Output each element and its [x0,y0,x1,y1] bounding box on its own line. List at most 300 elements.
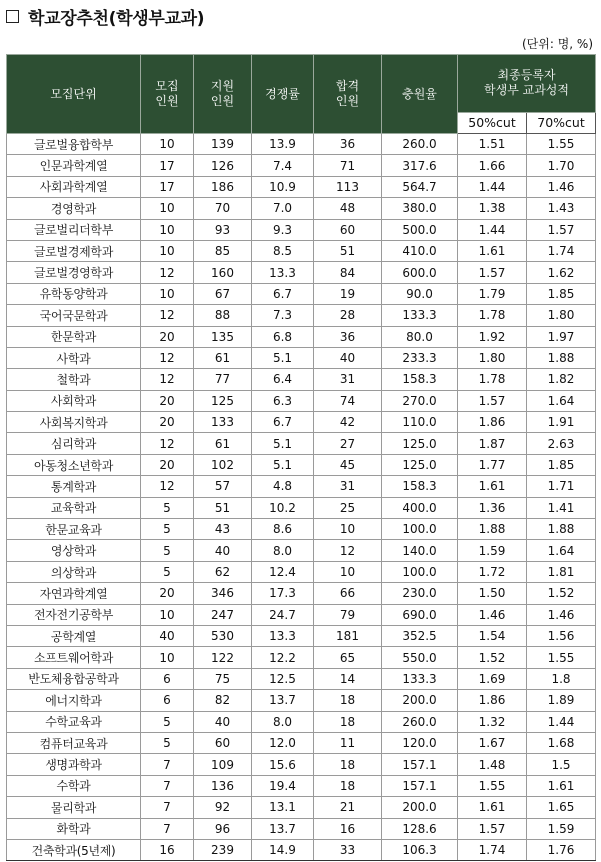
cell-ratio: 13.3 [252,262,314,283]
unit-note: (단위: 명, %) [521,37,593,51]
cell-applicants: 239 [194,839,252,860]
cell-ratio: 10.9 [252,176,314,197]
cell-fill-rate: 125.0 [382,454,458,475]
header-ratio: 경쟁률 [252,55,314,134]
table-row [7,754,596,775]
table-row [7,775,596,796]
cell-quota: 20 [141,412,194,433]
cell-cut50: 1.55 [458,775,527,796]
cell-fill-rate: 157.1 [382,775,458,796]
cell-fill-rate: 158.3 [382,369,458,390]
cell-quota: 16 [141,839,194,860]
cell-ratio: 17.3 [252,583,314,604]
cell-quota: 10 [141,219,194,240]
cell-applicants: 92 [194,797,252,818]
cell-cut50: 1.51 [458,134,527,155]
cell-cut70: 1.68 [527,732,596,753]
cell-quota: 17 [141,155,194,176]
cell-ratio: 24.7 [252,604,314,625]
cell-fill-rate: 125.0 [382,433,458,454]
cell-cut70: 1.76 [527,839,596,860]
cell-dept: 영상학과 [7,540,141,561]
cell-fill-rate: 270.0 [382,390,458,411]
cell-cut50: 1.54 [458,625,527,646]
header-cut70: 70%cut [527,112,596,133]
cell-fill-rate: 260.0 [382,711,458,732]
cell-accepted: 18 [314,711,382,732]
cell-fill-rate: 133.3 [382,305,458,326]
cell-fill-rate: 128.6 [382,818,458,839]
cell-ratio: 6.3 [252,390,314,411]
cell-fill-rate: 600.0 [382,262,458,283]
table-row [7,412,596,433]
cell-cut70: 1.88 [527,347,596,368]
table-row [7,347,596,368]
cell-cut70: 1.56 [527,625,596,646]
cell-quota: 5 [141,519,194,540]
cell-cut50: 1.52 [458,647,527,668]
cell-accepted: 18 [314,775,382,796]
cell-fill-rate: 230.0 [382,583,458,604]
cell-cut70: 1.43 [527,198,596,219]
cell-ratio: 15.6 [252,754,314,775]
cell-applicants: 93 [194,219,252,240]
table-row [7,711,596,732]
cell-dept: 철학과 [7,369,141,390]
cell-cut70: 1.82 [527,369,596,390]
cell-ratio: 13.1 [252,797,314,818]
cell-fill-rate: 317.6 [382,155,458,176]
cell-cut50: 1.66 [458,155,527,176]
cell-cut70: 1.62 [527,262,596,283]
cell-fill-rate: 133.3 [382,668,458,689]
cell-accepted: 31 [314,476,382,497]
cell-fill-rate: 80.0 [382,326,458,347]
cell-accepted: 71 [314,155,382,176]
cell-applicants: 109 [194,754,252,775]
cell-ratio: 5.1 [252,454,314,475]
cell-cut50: 1.67 [458,732,527,753]
cell-cut50: 1.88 [458,519,527,540]
cell-applicants: 530 [194,625,252,646]
cell-fill-rate: 158.3 [382,476,458,497]
cell-fill-rate: 100.0 [382,561,458,582]
cell-applicants: 133 [194,412,252,433]
cell-fill-rate: 550.0 [382,647,458,668]
cell-ratio: 6.7 [252,283,314,304]
cell-accepted: 18 [314,690,382,711]
table-row [7,262,596,283]
cell-cut50: 1.92 [458,326,527,347]
cell-dept: 수학과 [7,775,141,796]
cell-cut70: 1.46 [527,604,596,625]
cell-applicants: 75 [194,668,252,689]
cell-ratio: 13.9 [252,134,314,155]
cell-applicants: 40 [194,540,252,561]
cell-dept: 전자전기공학부 [7,604,141,625]
table-row [7,818,596,839]
cell-cut70: 2.63 [527,433,596,454]
cell-quota: 20 [141,390,194,411]
cell-ratio: 12.0 [252,732,314,753]
cell-quota: 5 [141,732,194,753]
cell-cut70: 1.52 [527,583,596,604]
cell-ratio: 6.8 [252,326,314,347]
cell-dept: 자연과학계열 [7,583,141,604]
cell-ratio: 8.6 [252,519,314,540]
cell-applicants: 85 [194,240,252,261]
cell-dept: 화학과 [7,818,141,839]
cell-quota: 10 [141,198,194,219]
cell-applicants: 61 [194,347,252,368]
cell-dept: 소프트웨어학과 [7,647,141,668]
cell-fill-rate: 157.1 [382,754,458,775]
cell-applicants: 247 [194,604,252,625]
cell-quota: 12 [141,305,194,326]
cell-dept: 통계학과 [7,476,141,497]
cell-ratio: 8.0 [252,711,314,732]
cell-cut50: 1.57 [458,818,527,839]
cell-cut70: 1.59 [527,818,596,839]
cell-quota: 20 [141,326,194,347]
cell-accepted: 113 [314,176,382,197]
cell-cut70: 1.70 [527,155,596,176]
table-row [7,476,596,497]
cell-quota: 7 [141,775,194,796]
cell-dept: 글로벌경영학과 [7,262,141,283]
cell-fill-rate: 690.0 [382,604,458,625]
cell-cut70: 1.97 [527,326,596,347]
cell-applicants: 62 [194,561,252,582]
cell-accepted: 84 [314,262,382,283]
cell-ratio: 5.1 [252,433,314,454]
cell-dept: 유학동양학과 [7,283,141,304]
cell-cut70: 1.41 [527,497,596,518]
cell-ratio: 9.3 [252,219,314,240]
header-accepted: 합격 인원 [314,55,382,134]
cell-fill-rate: 110.0 [382,412,458,433]
cell-fill-rate: 200.0 [382,690,458,711]
cell-cut70: 1.57 [527,219,596,240]
cell-dept: 물리학과 [7,797,141,818]
cell-dept: 글로벌경제학과 [7,240,141,261]
cell-dept: 국어국문학과 [7,305,141,326]
cell-applicants: 67 [194,283,252,304]
cell-quota: 7 [141,818,194,839]
cell-applicants: 186 [194,176,252,197]
cell-quota: 20 [141,454,194,475]
cell-cut70: 1.91 [527,412,596,433]
cell-accepted: 33 [314,839,382,860]
cell-applicants: 57 [194,476,252,497]
cell-quota: 40 [141,625,194,646]
cell-accepted: 65 [314,647,382,668]
cell-quota: 20 [141,583,194,604]
cell-fill-rate: 400.0 [382,497,458,518]
cell-cut50: 1.79 [458,283,527,304]
cell-cut70: 1.80 [527,305,596,326]
cell-cut70: 1.64 [527,390,596,411]
cell-cut70: 1.61 [527,775,596,796]
cell-dept: 사회학과 [7,390,141,411]
cell-quota: 6 [141,668,194,689]
admission-table [6,54,596,861]
cell-accepted: 42 [314,412,382,433]
cell-accepted: 10 [314,519,382,540]
cell-dept: 경영학과 [7,198,141,219]
cell-dept: 심리학과 [7,433,141,454]
cell-ratio: 10.2 [252,497,314,518]
cell-accepted: 11 [314,732,382,753]
cell-ratio: 13.3 [252,625,314,646]
cell-cut50: 1.87 [458,433,527,454]
cell-accepted: 36 [314,134,382,155]
cell-applicants: 346 [194,583,252,604]
cell-fill-rate: 90.0 [382,283,458,304]
table-row [7,839,596,860]
cell-cut50: 1.44 [458,219,527,240]
cell-applicants: 60 [194,732,252,753]
cell-cut70: 1.71 [527,476,596,497]
cell-quota: 12 [141,369,194,390]
cell-ratio: 6.7 [252,412,314,433]
cell-applicants: 51 [194,497,252,518]
cell-quota: 6 [141,690,194,711]
cell-fill-rate: 260.0 [382,134,458,155]
cell-accepted: 181 [314,625,382,646]
cell-accepted: 66 [314,583,382,604]
cell-accepted: 19 [314,283,382,304]
cell-cut50: 1.77 [458,454,527,475]
cell-cut50: 1.78 [458,305,527,326]
cell-applicants: 82 [194,690,252,711]
page-title: 학교장추천(학생부교과) [28,8,205,29]
cell-applicants: 96 [194,818,252,839]
cell-dept: 컴퓨터교육과 [7,732,141,753]
cell-dept: 글로벌융합학부 [7,134,141,155]
table-row [7,305,596,326]
table-row [7,134,596,155]
cell-cut70: 1.85 [527,454,596,475]
table-row [7,198,596,219]
cell-cut70: 1.55 [527,134,596,155]
cell-dept: 한문교육과 [7,519,141,540]
cell-cut50: 1.61 [458,476,527,497]
cell-applicants: 136 [194,775,252,796]
table-row [7,497,596,518]
cell-applicants: 139 [194,134,252,155]
table-row [7,540,596,561]
table-row [7,625,596,646]
table-row [7,240,596,261]
table-row [7,732,596,753]
cell-applicants: 135 [194,326,252,347]
cell-cut50: 1.86 [458,690,527,711]
cell-dept: 교육학과 [7,497,141,518]
cell-ratio: 5.1 [252,347,314,368]
table-row [7,668,596,689]
cell-cut50: 1.72 [458,561,527,582]
cell-ratio: 8.5 [252,240,314,261]
cell-cut70: 1.55 [527,647,596,668]
cell-applicants: 43 [194,519,252,540]
table-row [7,561,596,582]
cell-fill-rate: 410.0 [382,240,458,261]
table-row [7,583,596,604]
cell-cut50: 1.46 [458,604,527,625]
cell-dept: 한문학과 [7,326,141,347]
header-applicants: 지원 인원 [194,55,252,134]
cell-quota: 12 [141,476,194,497]
cell-cut50: 1.74 [458,839,527,860]
cell-fill-rate: 500.0 [382,219,458,240]
cell-applicants: 160 [194,262,252,283]
cell-applicants: 102 [194,454,252,475]
cell-cut70: 1.85 [527,283,596,304]
table-row [7,390,596,411]
cell-dept: 사회과학계열 [7,176,141,197]
cell-dept: 글로벌리더학부 [7,219,141,240]
cell-quota: 10 [141,240,194,261]
cell-dept: 건축학과(5년제) [7,839,141,860]
cell-ratio: 13.7 [252,818,314,839]
cell-ratio: 12.5 [252,668,314,689]
cell-accepted: 40 [314,347,382,368]
cell-cut70: 1.64 [527,540,596,561]
cell-cut50: 1.86 [458,412,527,433]
cell-applicants: 88 [194,305,252,326]
table-row [7,690,596,711]
header-final-group: 최종등록자 학생부 교과성적 [458,55,596,113]
cell-accepted: 21 [314,797,382,818]
cell-cut50: 1.69 [458,668,527,689]
cell-quota: 12 [141,433,194,454]
cell-accepted: 36 [314,326,382,347]
cell-accepted: 48 [314,198,382,219]
cell-dept: 에너지학과 [7,690,141,711]
cell-cut70: 1.74 [527,240,596,261]
table-row [7,433,596,454]
cell-quota: 5 [141,561,194,582]
cell-accepted: 16 [314,818,382,839]
cell-accepted: 12 [314,540,382,561]
table-row [7,176,596,197]
cell-cut50: 1.59 [458,540,527,561]
cell-quota: 7 [141,797,194,818]
cell-cut50: 1.38 [458,198,527,219]
cell-ratio: 8.0 [252,540,314,561]
cell-cut50: 1.50 [458,583,527,604]
cell-cut70: 1.65 [527,797,596,818]
cell-accepted: 18 [314,754,382,775]
checkbox-icon [6,10,19,23]
cell-accepted: 25 [314,497,382,518]
cell-cut70: 1.8 [527,668,596,689]
cell-ratio: 7.3 [252,305,314,326]
cell-fill-rate: 120.0 [382,732,458,753]
table-row [7,155,596,176]
cell-dept: 인문과학계열 [7,155,141,176]
cell-applicants: 126 [194,155,252,176]
cell-cut50: 1.48 [458,754,527,775]
cell-ratio: 6.4 [252,369,314,390]
title-row [6,5,204,27]
cell-accepted: 27 [314,433,382,454]
cell-cut70: 1.46 [527,176,596,197]
cell-accepted: 28 [314,305,382,326]
cell-quota: 5 [141,497,194,518]
cell-accepted: 45 [314,454,382,475]
cell-quota: 17 [141,176,194,197]
cell-quota: 5 [141,711,194,732]
cell-fill-rate: 352.5 [382,625,458,646]
cell-dept: 생명과학과 [7,754,141,775]
cell-ratio: 7.0 [252,198,314,219]
cell-cut70: 1.44 [527,711,596,732]
cell-fill-rate: 564.7 [382,176,458,197]
cell-quota: 10 [141,134,194,155]
cell-cut50: 1.44 [458,176,527,197]
cell-applicants: 40 [194,711,252,732]
cell-fill-rate: 380.0 [382,198,458,219]
cell-cut50: 1.61 [458,797,527,818]
cell-fill-rate: 140.0 [382,540,458,561]
cell-quota: 12 [141,262,194,283]
cell-dept: 의상학과 [7,561,141,582]
cell-ratio: 14.9 [252,839,314,860]
cell-cut50: 1.78 [458,369,527,390]
cell-dept: 아동청소년학과 [7,454,141,475]
cell-cut50: 1.32 [458,711,527,732]
cell-fill-rate: 106.3 [382,839,458,860]
cell-fill-rate: 233.3 [382,347,458,368]
cell-quota: 10 [141,647,194,668]
cell-accepted: 14 [314,668,382,689]
cell-ratio: 19.4 [252,775,314,796]
table-row [7,326,596,347]
header-dept: 모집단위 [7,55,141,134]
cell-cut50: 1.80 [458,347,527,368]
cell-dept: 사학과 [7,347,141,368]
cell-applicants: 122 [194,647,252,668]
table-row [7,219,596,240]
table-body [7,134,596,861]
cell-cut70: 1.89 [527,690,596,711]
table-row [7,519,596,540]
cell-cut50: 1.61 [458,240,527,261]
cell-cut50: 1.57 [458,390,527,411]
cell-quota: 10 [141,604,194,625]
cell-accepted: 51 [314,240,382,261]
header-cut50: 50%cut [458,112,527,133]
cell-cut50: 1.36 [458,497,527,518]
cell-ratio: 12.4 [252,561,314,582]
cell-quota: 10 [141,283,194,304]
table-row [7,604,596,625]
cell-cut70: 1.81 [527,561,596,582]
cell-dept: 수학교육과 [7,711,141,732]
cell-dept: 공학계열 [7,625,141,646]
table-row [7,454,596,475]
cell-accepted: 60 [314,219,382,240]
cell-applicants: 77 [194,369,252,390]
cell-applicants: 125 [194,390,252,411]
cell-fill-rate: 200.0 [382,797,458,818]
cell-ratio: 4.8 [252,476,314,497]
table-row [7,797,596,818]
cell-dept: 반도체융합공학과 [7,668,141,689]
cell-quota: 7 [141,754,194,775]
